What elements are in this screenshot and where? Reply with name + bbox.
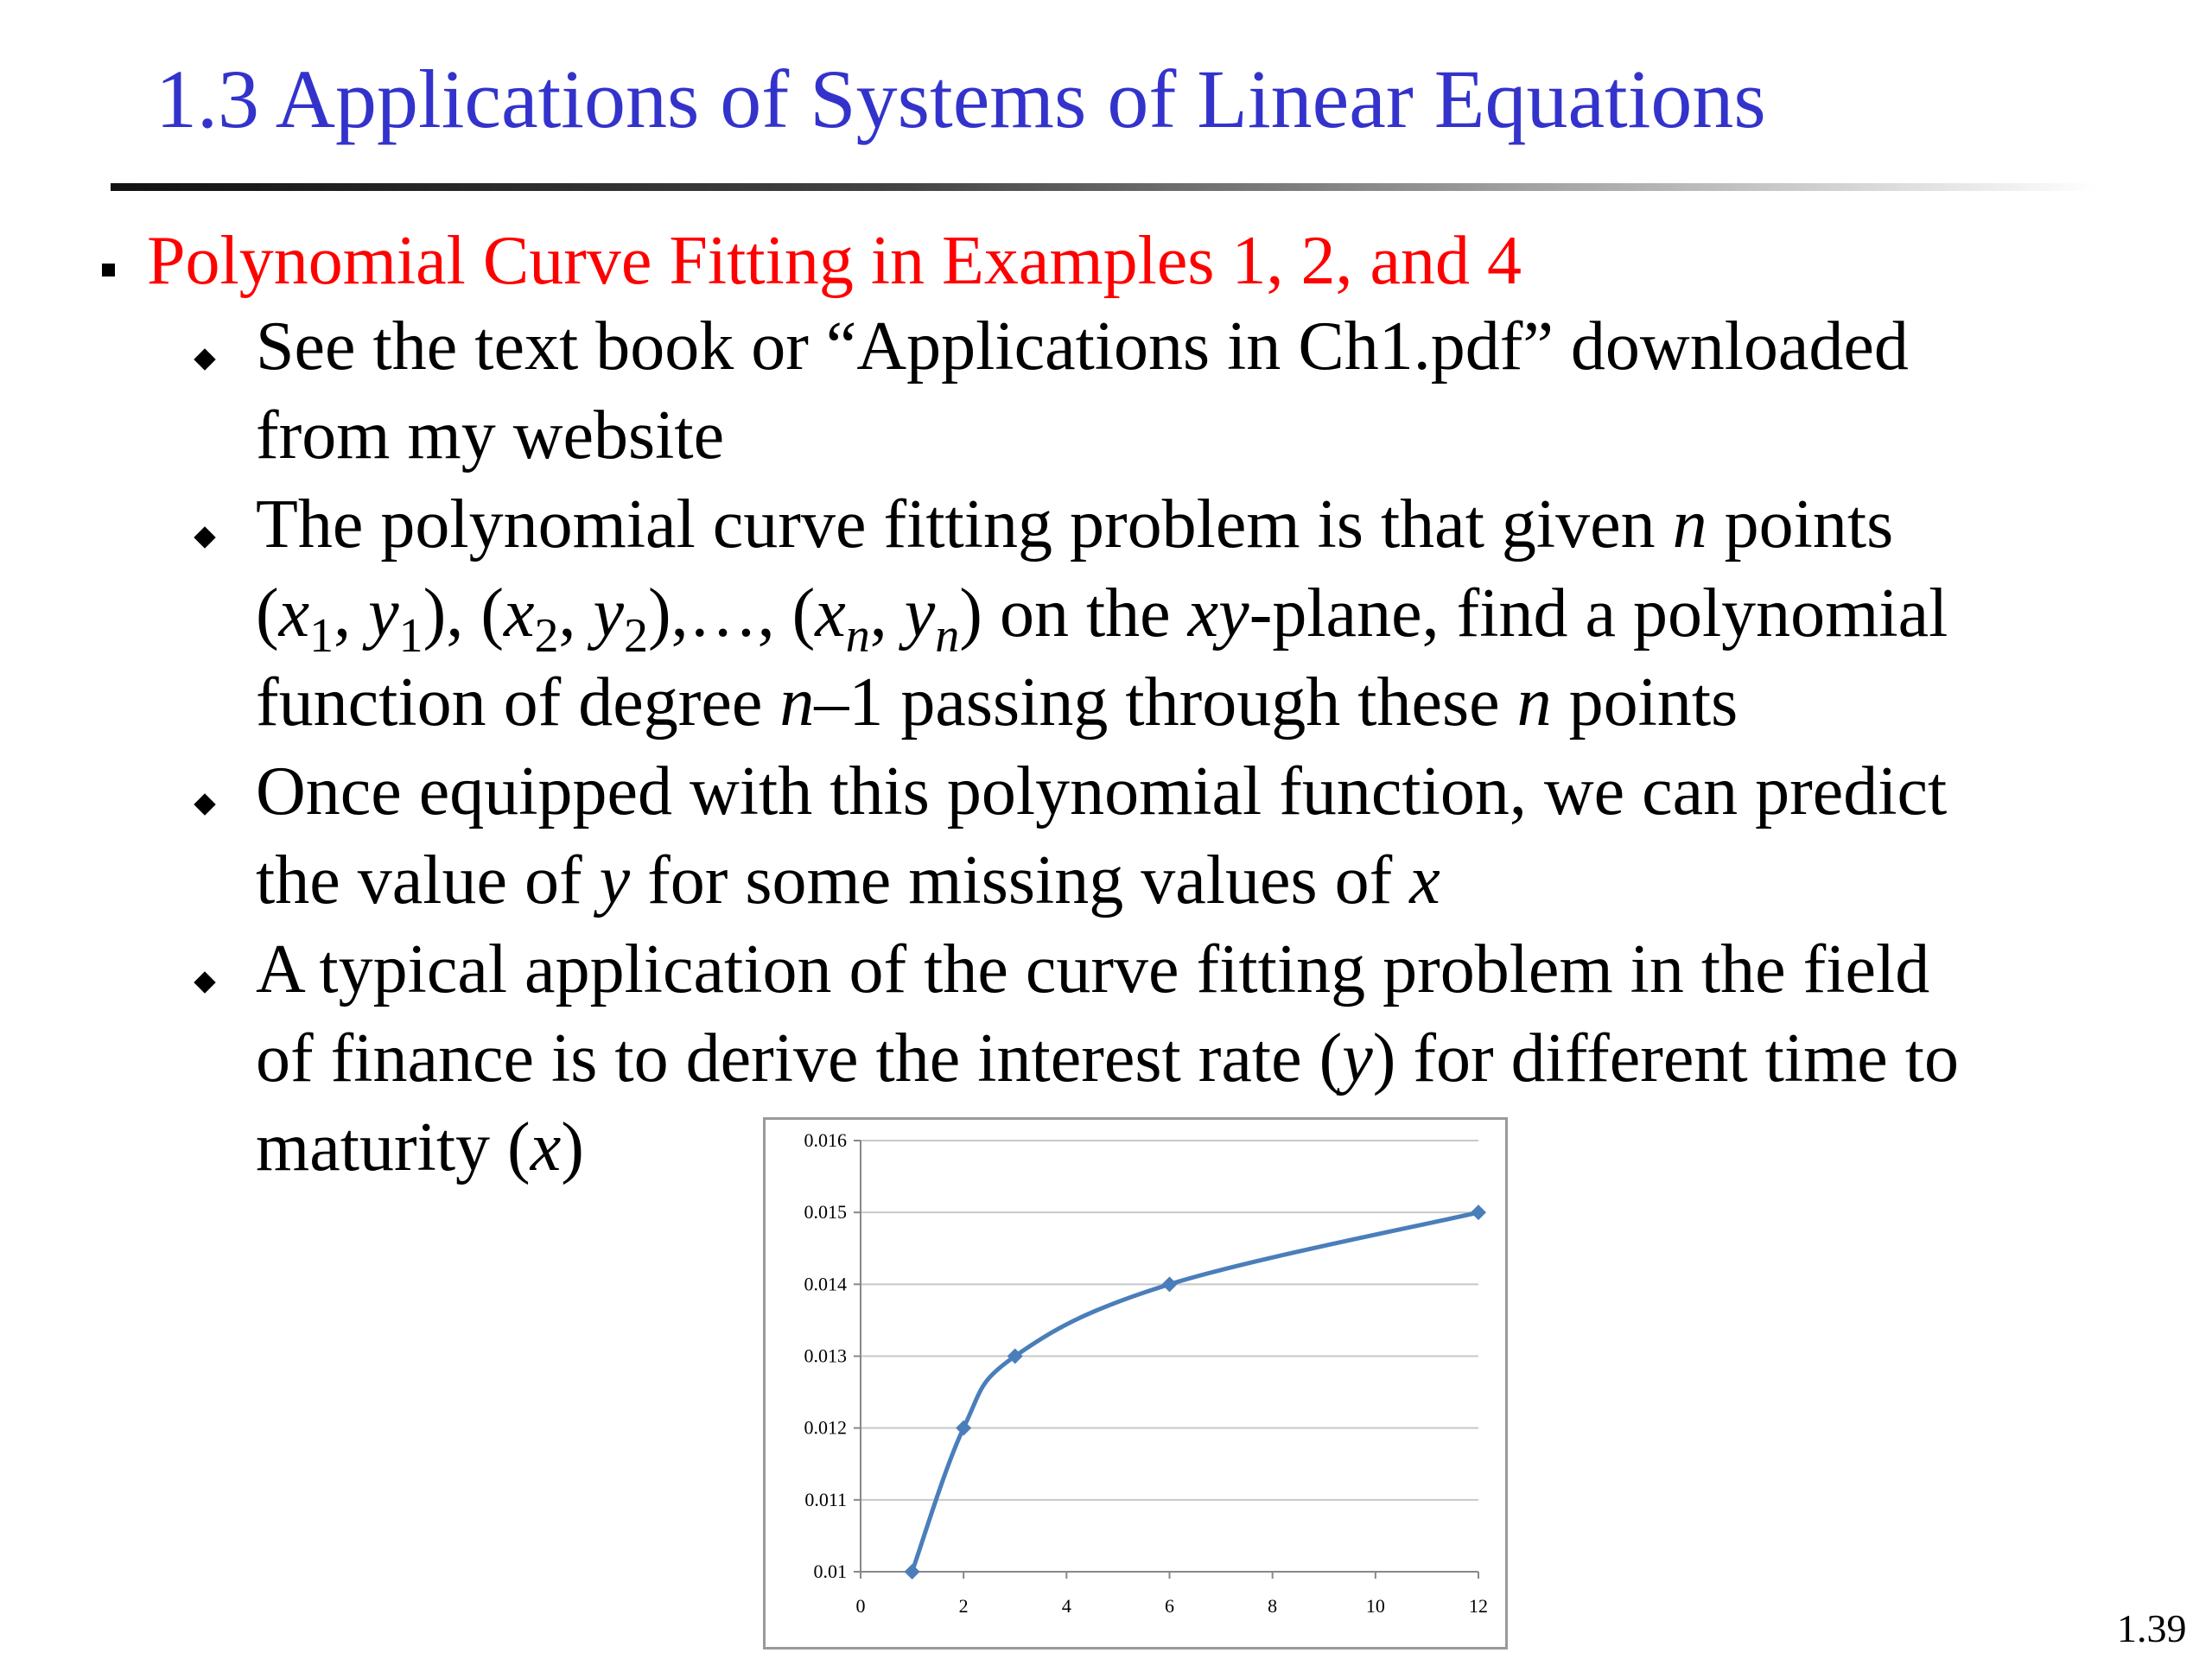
section-heading: Polynomial Curve Fitting in Examples 1, 2, and 4 [147, 223, 1522, 299]
chart-svg [766, 1120, 1505, 1647]
title-divider [111, 183, 2098, 191]
bullet-item-3 [256, 747, 2105, 925]
y-tick-label: 0.015 [804, 1201, 847, 1224]
diamond-bullet-icon [194, 793, 215, 815]
y-tick-label: 0.016 [804, 1129, 847, 1151]
x-tick-label: 12 [1469, 1595, 1488, 1617]
y-tick-label: 0.011 [804, 1488, 847, 1510]
bullet-2-line-2: ($x_1$, $y_1$), ($x_2$, $y_2),\dots$, ($x_n$, $y_n$) on the xy-plane, find a polynomial [256, 575, 1948, 663]
bullet-1-line-2: from my website [256, 397, 725, 474]
interest-rate-chart [763, 1117, 1508, 1649]
bullet-3-line-1: Once equipped with this polynomial function, we can predict [256, 753, 1948, 830]
x-tick-label: 10 [1365, 1595, 1385, 1617]
bullet-2-line-1: The polynomial curve fitting problem is that given n points [256, 486, 1894, 563]
data-point-marker [1471, 1205, 1486, 1220]
x-tick-label: 2 [958, 1595, 969, 1617]
bullet-4-line-2: of finance is to derive the interest rate (y) for different time to [256, 1020, 1960, 1096]
bullet-3-line-2: the value of y for some missing values of x [256, 842, 1440, 918]
data-point-marker [905, 1564, 920, 1580]
series-line [912, 1212, 1478, 1572]
x-tick-label: 0 [855, 1595, 866, 1617]
page-number: 1.39 [2117, 1606, 2187, 1650]
x-tick-label: 4 [1061, 1595, 1071, 1617]
data-point-marker [1162, 1276, 1178, 1292]
bullet-1-line-1: See the text book or “Applications in Ch1.pdf” downloaded [256, 308, 1909, 385]
square-bullet-icon [102, 264, 115, 276]
bullet-4-line-3: maturity (x) [256, 1109, 584, 1185]
y-tick-label: 0.013 [804, 1344, 847, 1367]
y-tick-label: 0.012 [804, 1416, 847, 1439]
x-tick-label: 8 [1268, 1595, 1278, 1617]
data-point-marker [956, 1421, 971, 1436]
x-tick-label: 6 [1165, 1595, 1174, 1617]
slide-title: 1.3 Applications of Systems of Linear Equations [156, 53, 1766, 145]
y-tick-label: 0.01 [813, 1560, 847, 1582]
y-tick-label: 0.014 [804, 1273, 847, 1295]
bullet-4-line-1: A typical application of the curve fitting problem in the field [256, 931, 1930, 1007]
diamond-bullet-icon [194, 526, 215, 548]
diamond-bullet-icon [194, 348, 215, 370]
bullet-2-line-3: function of degree n–1 passing through these n points [256, 664, 1738, 741]
diamond-bullet-icon [194, 971, 215, 993]
bullet-item-1 [256, 302, 2105, 480]
bullet-item-2 [256, 480, 2105, 747]
